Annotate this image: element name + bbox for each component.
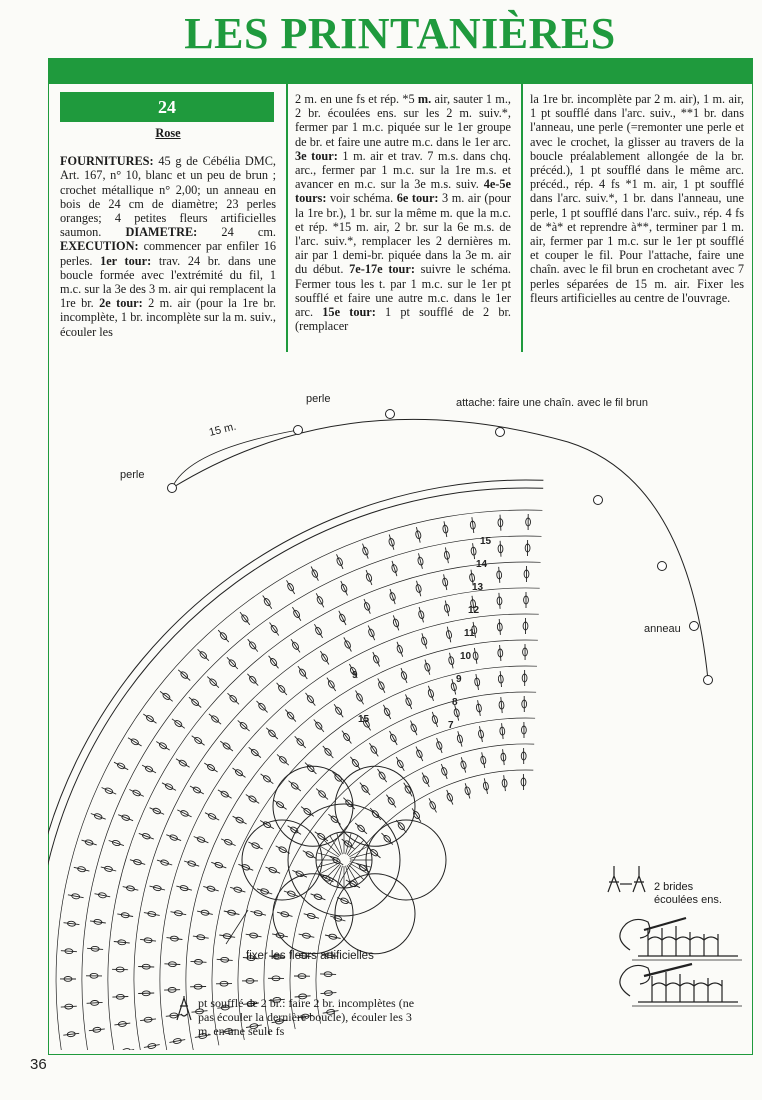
stitch-mark [425,660,430,675]
stitch-mark [82,840,97,845]
stitch-mark [74,867,90,871]
stitch-mark [68,895,84,898]
round-arc [238,692,536,1040]
round-arc [56,510,542,1050]
stitch-mark [238,720,250,731]
stitch-mark [500,671,501,687]
round-arc [160,614,539,1050]
text-column-1 [60,92,276,339]
stitch-mark [220,741,233,751]
stitch-mark [87,948,103,949]
stitch-mark [419,553,423,569]
column-divider-1 [286,84,288,352]
stitch-mark [248,639,258,651]
body-text: 1 m. air et trav. 7 m.s. dans chq. arc., fermer par 1 m.c. sur la 1re m.s. et avancer en m.c. sur la 3e m.s. suiv. [295,148,511,192]
row-number: 9 [456,674,462,685]
spoke [317,853,338,859]
round-arc [108,562,541,1050]
stitch-mark [304,914,319,919]
stitch-mark [306,693,316,706]
stitch-mark [323,746,334,758]
stitch-mark [171,912,187,915]
stitch-mark [366,570,372,585]
stitch-mark [458,731,462,746]
stitch-mark [500,541,501,557]
stitch-mark [266,728,278,739]
stitch-mark [392,561,397,576]
puff-stitch-symbol [174,994,194,1024]
stitch-mark [499,619,500,635]
body-text: trav. 24 br. dans une boucle formée avec l'extrémité du fil, 1 m.c. sur la 3e des 3 m. air qui remplacent la 1re br. [60,253,276,311]
stitch-mark [360,783,370,795]
stitch-mark [101,867,116,871]
stitch-mark [138,993,154,994]
stitch-mark [503,749,505,765]
stitch-mark [428,686,433,701]
stitch-mark [227,657,238,669]
label-perle-left: perle [120,469,145,481]
bead [168,484,177,493]
stitch-mark [363,544,369,559]
column-3-text [530,92,744,305]
stitch-mark [447,627,451,643]
bold-term: FOURNITURES: [60,154,154,169]
stitch-mark [169,1040,185,1043]
stitch-mark [90,921,106,923]
stitch-mark [437,738,443,753]
stitch-mark [203,886,218,891]
bead [294,426,303,435]
stitch-mark [140,1019,156,1021]
label-15-m: 15 m. [207,420,238,439]
bead [658,562,667,571]
stitch-mark [197,911,213,914]
stitch-mark [396,820,406,833]
stitch-mark [350,757,360,770]
row-number: 10 [460,651,472,662]
body-text: 2 m. air (pour la 1re br. incomplète, 1 br. incomplète sur la m. suiv., écouler les [60,296,276,339]
stitch-mark [499,567,500,583]
stitch-mark [138,967,154,968]
stitch-mark [224,911,240,915]
row-number: 12 [468,605,480,616]
stitch-mark [87,1002,103,1003]
bold-term: 15e tour: [322,305,376,320]
fix-flowers-note: fixer les fleurs artificielles [246,950,374,962]
hook-illustration-2 [620,964,742,1006]
label-anneau: anneau [644,623,681,635]
bead [594,496,603,505]
stitch-mark [316,789,328,800]
body-text: 2 m. en une fs et rép. *5 [295,92,418,106]
stitch-mark [246,934,262,937]
stitch-mark [114,942,130,944]
row-number: 14 [476,559,488,570]
chart-stitches [60,514,531,1050]
stitch-mark [284,891,299,897]
stitch-mark [285,710,296,722]
stitch-mark [63,1033,79,1035]
stitch-mark [150,886,166,890]
bold-term: m. [417,92,432,106]
stitch-mark [314,720,324,732]
stitch-mark [355,823,367,834]
stitch-mark [295,736,306,748]
stitch-mark [184,861,199,866]
stitch-mark [417,581,421,597]
stitch-mark [191,961,207,962]
bead [496,428,505,437]
stitch-mark [89,1029,105,1031]
puff-stitch [122,1048,131,1050]
bold-term: DIAMETRE: [125,225,198,240]
stitch-mark [299,934,315,937]
page-number: 36 [30,1056,47,1073]
stitch-legend: pt soufflé de 2 br.: faire 2 br. incomplètes (ne pas écouler la dernière boucle), écouler les 3 m. en une seule fs [198,996,415,1038]
body-text: 24 cm. [197,225,277,240]
bold-term: 3e tour: [295,148,338,163]
hook-illustration-1 [620,918,742,960]
stitch-mark [500,645,501,661]
stitch-mark [416,527,420,543]
body-text: voir schéma. [326,191,397,206]
body-text: air, sauter 1 m., 2 br. écoulées ens. sur les 2 m. suiv.*, fermer par 1 m.c. piquée sur le 1er groupe de br. et faire une autre m.c. dans le 1er arc. [295,92,511,149]
stitch-mark [144,913,160,916]
stitch-mark [269,656,279,669]
bead [690,622,699,631]
fix-note-leader [226,910,248,944]
stitch-mark [478,700,481,716]
stitch-mark [473,543,475,559]
text-column-3 [530,92,744,305]
stitch-mark [504,775,506,791]
stitch-mark [139,833,154,839]
stitch-mark [482,752,485,768]
stitch-mark [330,916,345,921]
stitch-mark [502,723,504,739]
stitch-mark [450,653,454,669]
text-column-2 [295,92,511,333]
chain-loop [172,430,298,488]
bead [704,676,713,685]
stitch-mark [164,964,180,965]
stitch-mark [261,774,274,784]
stitch-mark [461,757,465,772]
stitch-mark [321,993,337,994]
label-row-9: 9 [352,670,358,681]
stitch-mark [476,674,479,690]
stitch-mark [160,691,173,701]
label-row-15: 15 [358,714,370,725]
body-text: suivre le schéma. Fermer tous les t. par 1 m.c. sur le 1er pt soufflé et faire une autre m.c. dans le 1er arc. [295,262,511,320]
stitch-mark [176,886,192,890]
stitch-mark [218,630,229,642]
stitch-mark [178,670,190,681]
stitch-mark [480,726,483,742]
stitch-mark [144,1045,160,1048]
stitch-mark [325,935,341,939]
body-text: commencer par enfiler 16 perles. [60,239,276,268]
stitch-mark [167,938,183,940]
stitch-mark [389,535,394,550]
round-arc [316,770,533,1024]
stitch-mark [198,649,209,660]
column-divider-2 [521,84,523,352]
label-perle-top: perle [306,393,331,405]
body-text: 45 g de Cébélia DMC, Art. 167, n° 10, blanc et un peu de brun ; crochet métallique n° 2,00; un anneau en bois de 24 cm de diamètre; 23 perles oranges; 4 petites fleurs artificielles saumon. [60,154,276,240]
stitch-mark [114,1023,130,1025]
body-text: 1 pt soufflé de 2 br. (remplacer [295,305,511,334]
page-title: LES PRINTANIÈRES [184,9,616,58]
attache-chain [172,419,708,680]
stitch-mark [230,887,245,892]
stitch-mark [444,574,447,590]
round-arc [290,744,534,1029]
stitch-mark [217,959,233,960]
body-text: 3 m. air (pour la 1re br.), 1 br. sur la même m. que la m.c. et rép. *15 m. air, 2 br. sur la 6e m.s. de l'arc. suiv.*, remplacer les 2 dernières m. air par 1 demi-br. piquée dans la 3e m. air du début. [295,191,511,277]
stitch-mark [444,521,447,537]
row-number: 8 [452,697,458,708]
stitch-mark [422,633,427,648]
stitch-mark [249,747,261,757]
bold-term: 6e tour: [396,191,439,206]
aa-legend-text: 2 brides écoulées ens. [654,881,722,906]
stitch-mark [109,841,124,846]
stitch-mark [445,601,448,617]
stitch-mark [501,697,502,713]
stitch-mark [250,911,266,915]
bold-term: EXECUTION: [60,239,139,254]
stitch-mark [117,914,133,917]
stitch-mark [390,589,395,604]
column-1-text [60,154,276,339]
stitch-mark [207,677,219,688]
pattern-number-badge: 24 [60,92,274,122]
stitch-mark [432,712,437,727]
flower-ring [288,804,400,916]
row-number: 7 [448,720,454,731]
stitch-mark [484,778,487,794]
stitch-mark [211,862,226,868]
stitch-mark [123,887,139,891]
stitch-mark [289,781,301,791]
stitch-mark [445,547,448,563]
row-number: 11 [464,628,475,639]
stitch-mark [209,714,221,724]
row-numbers [448,536,492,731]
spoke [350,853,371,859]
stitch-mark [157,860,172,865]
stitch-mark [277,754,289,765]
stitch-mark [61,1006,77,1007]
stitch-mark [386,795,396,808]
bold-term: 7e-17e tour: [349,262,415,277]
bold-term: 1er tour: [100,253,152,268]
stitch-mark [112,997,128,998]
stitch-mark [140,939,156,941]
row-number: 13 [472,582,484,593]
label-attache: attache: faire une chaîn. avec le fil brun [456,397,649,409]
stitch-mark [397,642,403,657]
stitch-mark [277,912,292,916]
body-text: la 1re br. incomplète par 2 m. air), 1 m. air, 1 pt soufflé dans l'arc. suiv., **1 br. dans l'anneau, une perle (=remonter une perle et avec le crochet, la glisser au travers de la boucle préalablement allongée de la br. précéd.), 1 pt soufflé dans le même arc. précéd., rép. 4 fs *1 m. air, 1 pt soufflé dans l'arc. suiv.*, 1 br. dans l'anneau, une perle, 1 pt soufflé dans l'arc. suiv., rép. 4 fs de *à* et reprendre à**, terminer par 1 m. air, fermer par 1 m.c. sur le 1er pt soufflé et couper le fil. Pour l'attache, faire une chaîn. avec le fil brun en crochetant avec 7 perles séparées de 15 m. air. Fixer les fleurs artificielles au centre de l'ouvrage. [530,92,744,305]
stitch-mark [305,763,316,774]
stitch-mark [95,894,111,897]
stitch-mark [500,515,501,531]
stitch-mark [64,923,80,925]
stitch-mark [228,693,240,704]
pattern-name: Rose [155,126,181,140]
crochet-chart [48,360,748,1050]
bead [386,410,395,419]
aa-legend [654,881,734,907]
stitch-mark [61,951,77,952]
stitch-mark [419,607,423,622]
chart-rounds [48,419,708,1050]
stitch-mark [393,615,399,630]
row-number: 15 [480,536,492,547]
stitch-mark [465,783,470,798]
column-2-text [295,92,511,333]
stitch-mark [499,593,500,609]
bold-term: 4e-5e tours: [295,177,511,206]
stitch-mark [257,701,268,713]
stitch-mark [474,648,477,664]
stitch-mark [277,683,287,695]
stitch-mark [333,772,344,784]
stitch-mark [472,517,474,533]
stitch-mark [189,697,201,707]
stitch-mark [193,936,209,938]
stitch-mark [219,935,235,937]
stitch-mark [91,814,106,820]
bold-term: 2e tour: [99,296,143,311]
stitch-mark [130,860,145,865]
stitch-mark [320,974,336,975]
stitch-mark [240,612,250,625]
stitch-mark [247,674,258,686]
